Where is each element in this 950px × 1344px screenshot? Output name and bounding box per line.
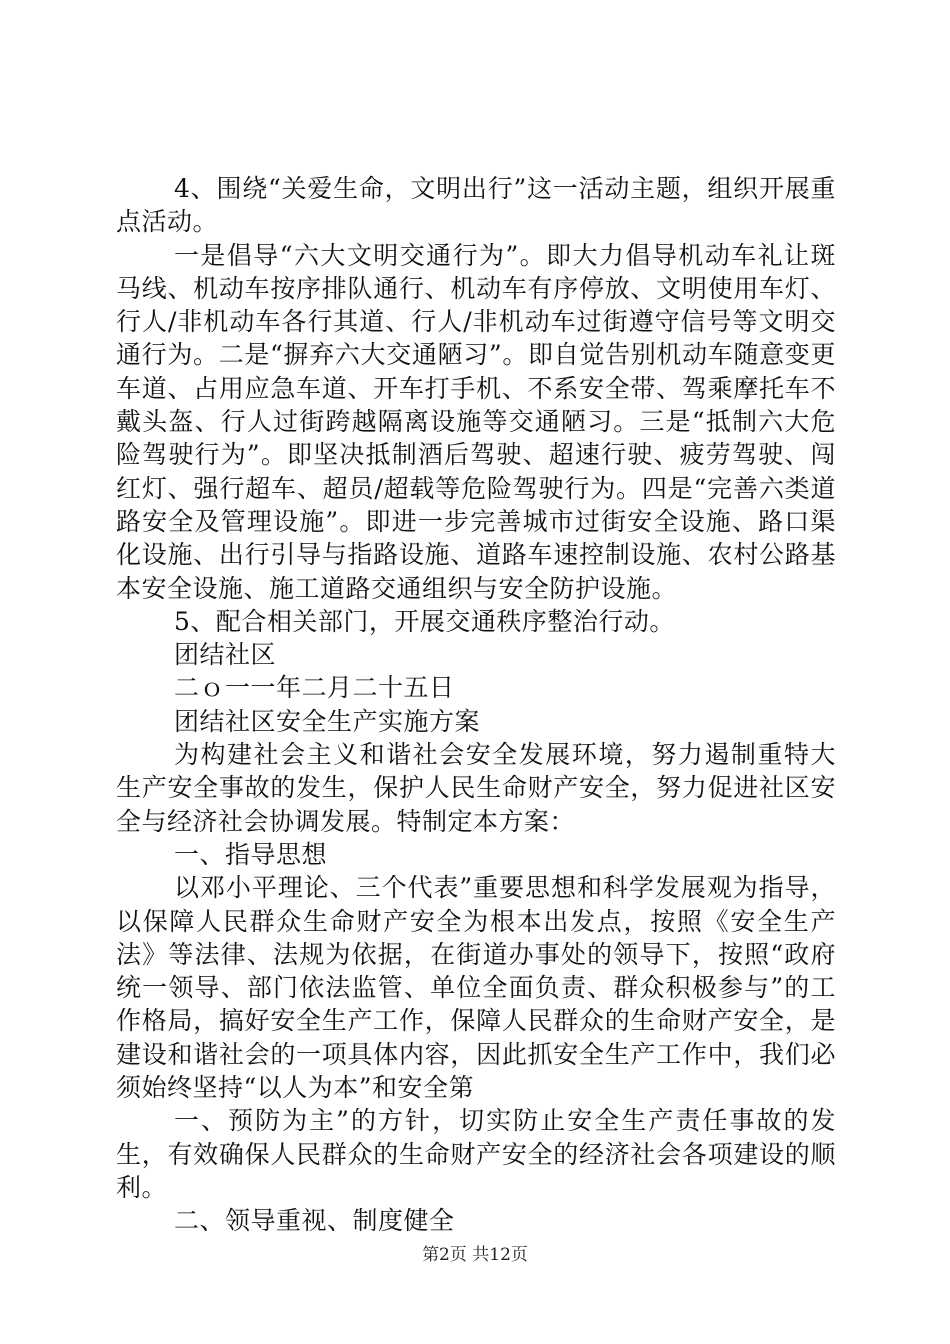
paragraph-activity-5: 5、配合相关部门，开展交通秩序整治行动。	[174, 606, 675, 636]
heading-leadership: 二、领导重视、制度健全	[174, 1206, 455, 1236]
paragraph-activity-4: 4、围绕“关爱生命，文明出行”这一活动主题，组织开展重点活动。	[116, 174, 836, 237]
signature-date: 二ｏ一一年二月二十五日	[174, 673, 455, 703]
page-number-footer: 第2页 共12页	[422, 1245, 528, 1265]
paragraph-prevention: 一、预防为主”的方针，切实防止安全生产责任事故的发生，有效确保人民群众的生命财产安全的经济社会各项建设的顺利。	[116, 1106, 836, 1202]
paragraph-six-items: 一是倡导“六大文明交通行为”。即大力倡导机动车礼让斑马线、机动车按序排队通行、机动车有序停放、文明使用车灯、行人/非机动车各行其道、行人/非机动车过街遵守信号等文明交通行为。二是“摒弃六大交通陋习”。即自觉告别机动车随意变更车道、占用应急车道、开车打手机、不系安全带、驾乘摩托车不戴头盔、行人过街跨越隔离设施等交通陋习。三是“抵制六大危险驾驶行为”。即坚决抵制酒后驾驶、超速行驶、疲劳驾驶、闯红灯、强行超车、超员/超载等危险驾驶行为。四是“完善六类道路安全及管理设施”。即进一步完善城市过街安全设施、路口渠化设施、出行引导与指路设施、道路车速控制设施、农村公路基本安全设施、施工道路交通组织与安全防护设施。	[116, 240, 836, 603]
heading-guiding-ideology: 一、指导思想	[174, 839, 328, 869]
document-body	[116, 172, 836, 1238]
paragraph-guiding-ideology: 以邓小平理论、三个代表”重要思想和科学发展观为指导，以保障人民群众生命财产安全为根本出发点，按照《安全生产法》等法律、法规为依据，在街道办事处的领导下，按照“政府统一领导、部门依法监管、单位全面负责、群众积极参与”的工作格局，搞好安全生产工作，保障人民群众的生命财产安全，是建设和谐社会的一项具体内容，因此抓安全生产工作中，我们必须始终坚持“以人为本”和安全第	[116, 873, 836, 1103]
document-title: 团结社区安全生产实施方案	[174, 706, 481, 736]
paragraph-intro: 为构建社会主义和谐社会安全发展环境，努力遏制重特大生产安全事故的发生，保护人民生命财产安全，努力促进社区安全与经济社会协调发展。特制定本方案：	[116, 740, 836, 836]
signature-community: 团结社区	[174, 640, 277, 670]
